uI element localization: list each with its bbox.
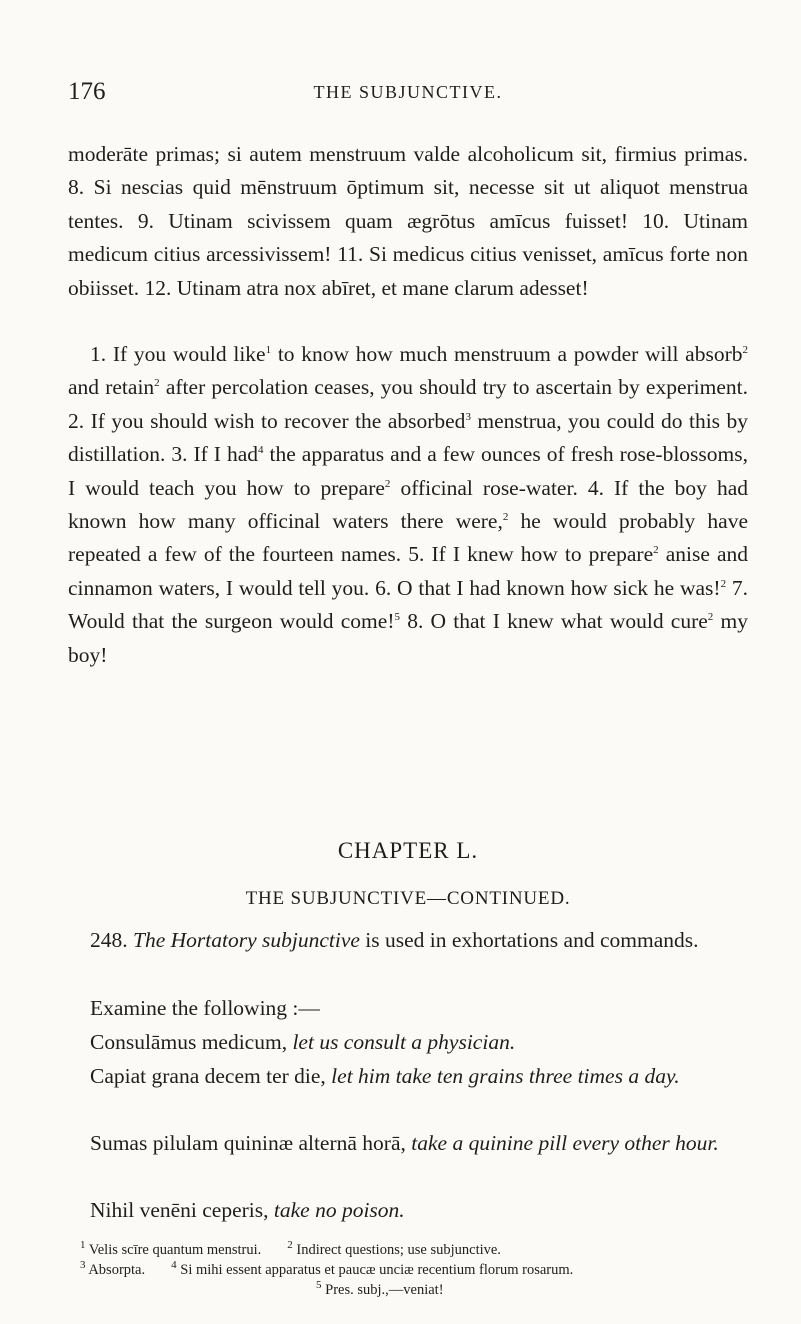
footnotes [80, 1240, 750, 1300]
footnote-mark: 2 [287, 1239, 293, 1252]
footnote-text: Pres. subj.,—veniat! [325, 1282, 444, 1298]
page-header [68, 78, 748, 112]
footnote-row [80, 1240, 750, 1260]
english-exercises-paragraph: 1. If you would like$^1$ to know how much menstruum a powder will absorb$^2$ and retain$^2$ after percolation ceases, you should try to ascertain by experiment. 2. If you should wish to recover the absorbed$^3$ menstrua, you could do this by distillation. 3. If I had$^4$ the apparatus and a few ounces of fresh rose-blossoms, I would teach you how to prepare$^2$ officinal rose-water. 4. If the boy had known how many officinal waters there were,$^2$ he would probably have repeated a few of the fourteen names. 5. If I knew how to prepare$^2$ anise and cinnamon waters, I would tell you. 6. O that I had known how sick he was!$^2$ 7. Would that the surgeon would come!$^5$ 8. O that I knew what would cure$^2$ my boy! [68, 342, 749, 667]
footnote-mark: 1 [80, 1239, 86, 1252]
footnote-text: Si mihi essent apparatus et paucæ unciæ recentium florum rosarum. [180, 1262, 574, 1278]
latin-exercises-paragraph: moderāte primas; si autem menstruum valde alcoholicum sit, firmius primas. 8. Si nescias quid mēnstruum ōptimum sit, necesse sit ut aliquot menstrua tentes. 9. Utinam scivissem quam ægrōtus amīcus fuisset! 10. Utinam medicum citius arcessivissem! 11. Si medicus citius venisset, amīcus forte non obiisset. 12. Utinam atra nox abīret, et mane clarum adesset! [68, 142, 748, 300]
footnote-ref: 4 [258, 444, 264, 457]
footnote-row [80, 1260, 750, 1280]
footnote-ref: 2 [707, 611, 714, 624]
example-line: Nihil venēni ceperis, take no poison. [90, 1198, 405, 1222]
footnote-ref: 2 [502, 510, 509, 523]
footnote-ref: 2 [653, 544, 659, 557]
example-line: Sumas pilulam quininæ alternā horā, take a quinine pill every other hour. [90, 1131, 719, 1155]
running-head: THE SUBJUNCTIVE. [313, 82, 503, 102]
footnote-ref: 1 [265, 343, 272, 356]
footnote-text: Indirect questions; use subjunctive. [296, 1242, 501, 1258]
footnote-ref: 2 [720, 577, 727, 590]
footnote-mark: 5 [316, 1279, 322, 1292]
example-line: Consulāmus medicum, let us consult a physician. [90, 1030, 516, 1054]
footnote-ref: 5 [394, 611, 400, 624]
footnote-ref: 3 [465, 410, 471, 423]
footnote-ref: 2 [742, 343, 748, 356]
example-line: Capiat grana decem ter die, let him take ten grains three times a day. [90, 1064, 680, 1088]
examples-intro: Examine the following :— [90, 996, 320, 1020]
section-248-paragraph: 248. The Hortatory subjunctive is used in exhortations and commands. [90, 928, 699, 952]
footnote-mark: 3 [80, 1259, 86, 1272]
chapter-title: CHAPTER L. [337, 838, 479, 863]
footnote-row [80, 1280, 750, 1300]
footnote-ref: 2 [154, 377, 160, 390]
section-number: 248. [90, 928, 128, 952]
footnote-text: Absorpta. [88, 1262, 146, 1278]
footnote-text: Velis scīre quantum menstrui. [88, 1242, 262, 1258]
chapter-subtitle: THE SUBJUNCTIVE—CONTINUED. [245, 888, 571, 909]
footnote-ref: 2 [384, 477, 391, 490]
page-number: 176 [68, 78, 106, 105]
section-term: The Hortatory subjunctive [133, 928, 360, 952]
footnote-mark: 4 [171, 1259, 177, 1272]
